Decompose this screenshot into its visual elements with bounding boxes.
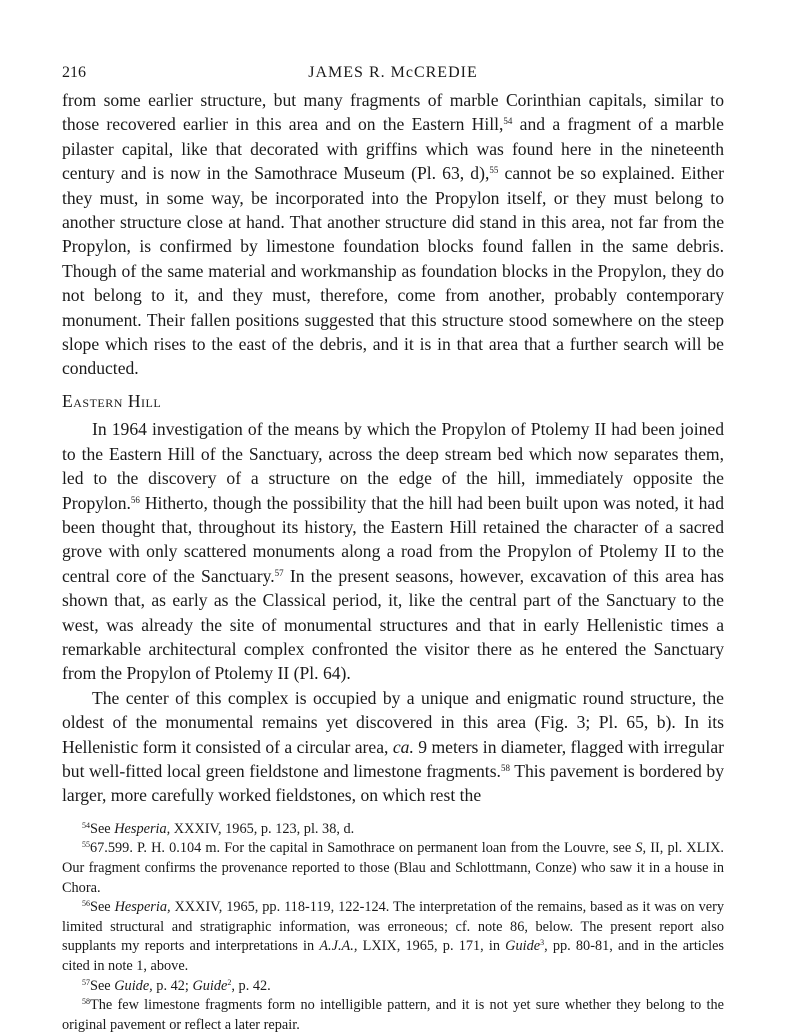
body-text [62,88,724,808]
footnotes [62,820,724,1035]
text-italic: Guide, [114,977,153,994]
footnote-56 [62,898,724,976]
footnote-58 [62,996,724,1035]
section-heading: Eastern Hill [62,390,162,411]
edition-superscript: 3 [540,938,545,948]
footnote-57 [62,977,724,997]
text: This pavement is bordered by larger, more carefully worked fieldstones, on which rest the [62,760,725,806]
text-italic: Hesperia, [114,899,171,916]
footnote-number: 55 [82,840,90,850]
text: , p. 42. [231,977,271,994]
text: and a fragment of a marble pilaster capital, like that decorated with griffins which was found here in the nineteenth century and is now in the Samothrace Museum (Pl. 63, d), [62,114,724,184]
text: from some earlier structure, but many fragments of marble Corinthian capitals, similar to those recovered earlier in this area and on the Eastern Hill, [62,90,724,135]
text-italic: ca. [392,736,414,757]
text: p. 42; [152,977,193,994]
footnote-number: 57 [82,977,90,987]
text: 67.599. P. H. 0.104 m. For the capital in Samothrace on permanent loan from the Louvre, see [90,840,636,857]
page-header [62,60,724,88]
text: Hitherto, though the possibility that the hill had been built upon was noted, it had been thought that, throughout its history, the Eastern Hill retained the character of a sacred grove with only scattered monuments along a road from the Propylon of Ptolemy II to the central core of the Sanctuary. [62,492,724,586]
text: LXIX, 1965, p. 171, in [357,938,506,955]
page-number: 216 [62,64,86,81]
note-ref-54[interactable]: 54 [503,116,513,127]
footnote-54 [62,820,724,840]
text: In 1964 investigation of the means by which the Propylon of Ptolemy II had been joined to the Eastern Hill of the Sanctuary, across the deep stream bed which now separates them, led to the discovery of a structure on the edge of the hill, immediately opposite the Propylon. [62,419,724,513]
text-italic: Guide [192,977,228,994]
page [62,60,724,1035]
text: See [90,899,115,916]
text: The center of this complex is occupied by a unique and enigmatic round structure, the oldest of the monumental remains yet discovered in this area (Fig. 3; Pl. 65, b). In its Hellenistic form it consisted of a circular area, [62,687,724,757]
text: In the present seasons, however, excavation of this area has shown that, as early as the Classical period, it, like the central part of the Sanctuary to the west, was already the site of monumental structures and that in early Hellenistic times a remarkable architectural complex confronted the visitor there as he entered the Sanctuary from the Propylon of Ptolemy II (Pl. 64). [62,565,724,684]
text: See [90,820,115,837]
footnote-number: 56 [82,899,90,909]
footnote-number: 58 [82,997,90,1007]
text: The few limestone fragments form no intelligible pattern, and it is not yet sure whether they belong to the original pavement or reflect a later repair. [62,997,724,1033]
note-ref-58[interactable]: 58 [500,762,510,773]
note-ref-56[interactable]: 56 [130,494,140,505]
footnote-55 [62,839,724,898]
text: cannot be so explained. Either they must, in some way, be incorporated into the Propylon itself, or they must belong to another structure close at hand. That another structure did stand in this area, not far from the Propylon, is confirmed by limestone foundation blocks found fallen in the same debris. Though of the same material and workmanship as foundation blocks in the Propylon, they do not belong to it, and they must, therefore, come from another, probably contemporary monument. Their fallen positions suggested that this structure stood somewhere on the steep slope which rises to the east of the debris, and it is in that area that a further search will be conducted. [62,163,724,379]
edition-superscript: 2 [227,977,232,987]
text-italic: Guide [505,938,541,955]
text: , pp. 80-81, and in the articles cited in note 1, above. [62,938,724,974]
paragraph-1 [62,88,724,381]
text: XXXIV, 1965, pp. 118-119, 122-124. The interpretation of the remains, based as it was on very limited structural and stratigraphic information, was erroneous; cf. note 86, below. The present report also supplants my reports and interpretations in [62,899,724,955]
text: 9 meters in diameter, flagged with irregular but well-fitted local green fieldstone and limestone fragments. [62,736,724,781]
text: XXXIV, 1965, p. 123, pl. 38, d. [170,820,355,837]
note-ref-57[interactable]: 57 [274,567,284,578]
text-italic: S, [635,840,647,857]
paragraph-3 [62,686,724,808]
paragraph-2 [62,417,724,685]
text: See [90,977,115,994]
text-italic: A.J.A., [319,938,358,955]
note-ref-55[interactable]: 55 [489,165,499,176]
running-head: JAMES R. McCREDIE [308,64,478,81]
footnote-number: 54 [82,820,90,830]
text-italic: Hesperia, [114,820,171,837]
text: II, pl. XLIX. Our fragment confirms the provenance reported to those (Blau and Schlottmann, Conze) who saw it in a house in Chora. [62,840,724,896]
